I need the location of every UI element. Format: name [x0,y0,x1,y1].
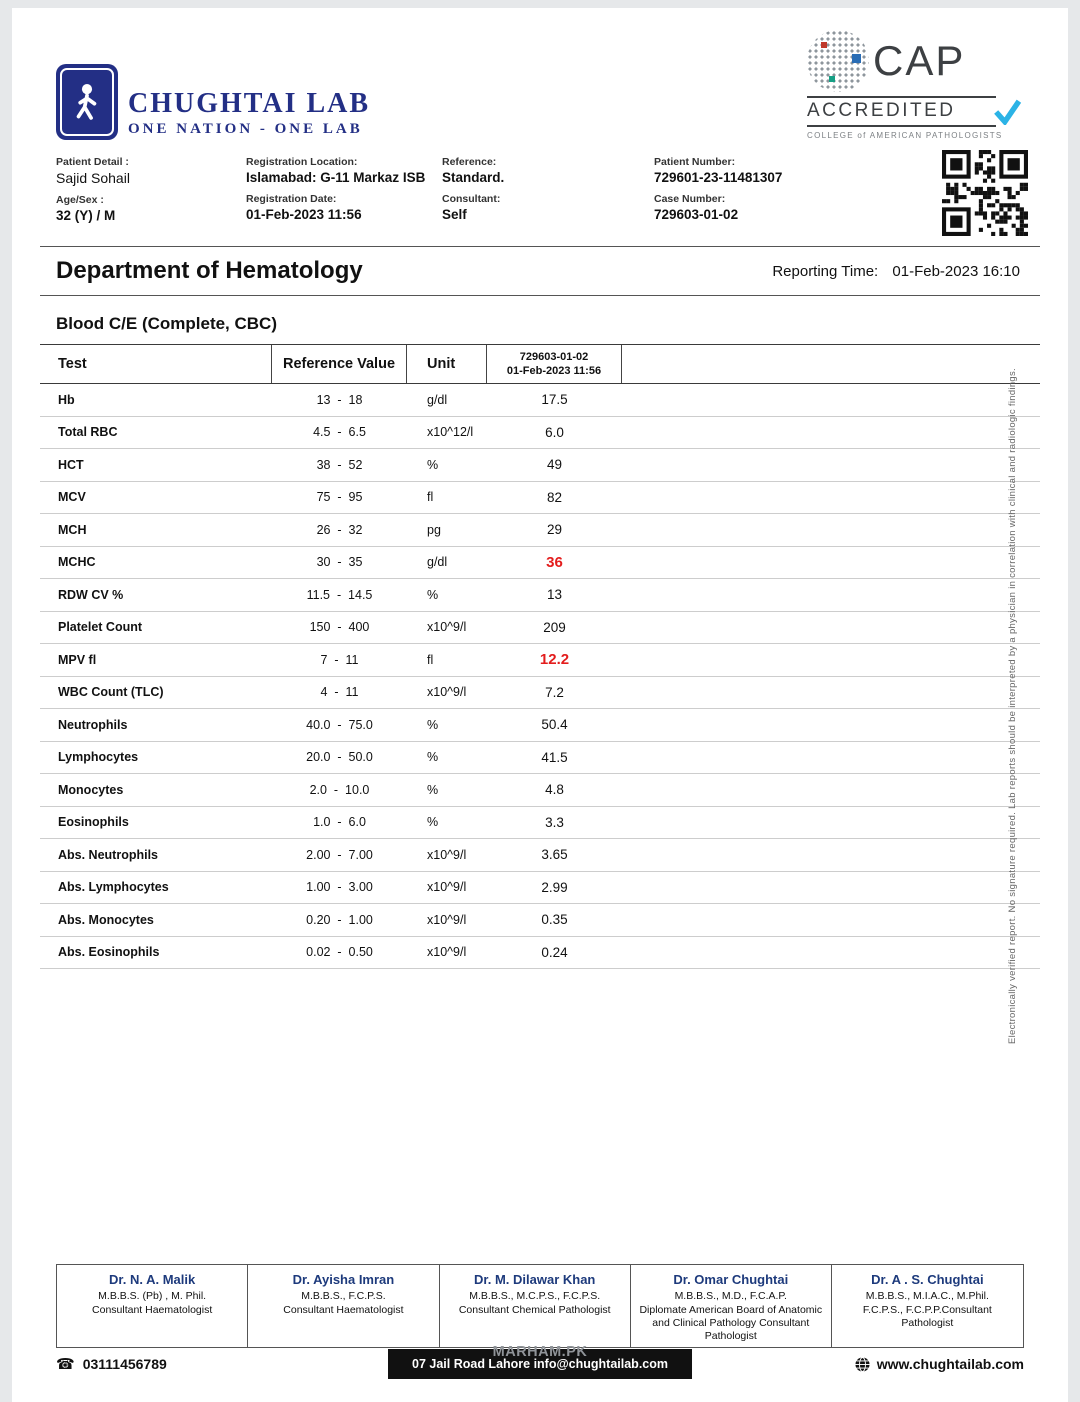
doctor-cell [832,1265,1023,1347]
results-header-row [40,344,1040,384]
reference-range: 13 - 18 [316,392,363,407]
department-band [40,246,1040,296]
doctor-name: Dr. Omar Chughtai [673,1271,789,1287]
reference-range: 30 - 35 [316,555,363,570]
doctor-cell [57,1265,248,1347]
cap-red-square [821,42,827,48]
header-filler [622,345,1040,383]
result-value: 29 [546,522,563,538]
table-row [40,904,1040,937]
unit-value: x10^12/l [427,425,474,440]
reference-value: Standard. [442,170,505,185]
result-value: 7.2 [545,684,564,700]
result-value: 0.35 [541,912,568,928]
doctor-name: Dr. Ayisha Imran [292,1271,395,1287]
test-name: Lymphocytes [58,750,139,765]
reporting-time-value: 01-Feb-2023 16:10 [892,262,1020,280]
unit-value: % [427,782,439,797]
patient-detail-label: Patient Detail : [56,156,129,168]
qr-code [942,150,1028,236]
reference-range: 75 - 95 [316,490,363,505]
table-row [40,417,1040,450]
result-value: 209 [543,619,566,635]
phone-block [56,1355,167,1373]
cap-top [807,30,965,92]
unit-value: % [427,717,439,732]
result-value: 0.24 [541,944,568,960]
address-strip: 07 Jail Road Lahore info@chughtailab.com [388,1349,692,1379]
unit-value: x10^9/l [427,912,467,927]
doctor-cell [248,1265,439,1347]
reference-range: 2.00 - 7.00 [306,847,373,862]
doctor-role: Consultant Haematologist [283,1303,404,1316]
table-row [40,839,1040,872]
unit-value: % [427,587,439,602]
column-header-result [487,345,622,383]
table-row [40,774,1040,807]
reference-range: 1.0 - 6.0 [313,815,366,830]
unit-value: x10^9/l [427,880,467,895]
test-name: Neutrophils [58,717,128,732]
column-header-unit: Unit [407,345,487,383]
table-row [40,644,1040,677]
test-name: Abs. Neutrophils [58,847,159,862]
test-name: MCHC [58,555,96,570]
doctor-cell [440,1265,631,1347]
brand-block [56,28,370,140]
electronic-verification-note: Electronically verified report. No signature required. Lab reports should be interpreted by a physician in correlation with clinical and radiologic findings. [1007,368,1018,1045]
reference-range: 150 - 400 [309,620,370,635]
registration-location-value: Islamabad: G-11 Markaz ISB [246,170,426,185]
table-row [40,612,1040,645]
test-name: Abs. Monocytes [58,912,154,927]
brand-tagline: ONE NATION - ONE LAB [128,121,363,137]
result-value: 12.2 [539,651,570,669]
blank-space [12,969,1068,1264]
result-value: 2.99 [541,879,568,895]
doctor-credentials: M.B.B.S., M.D., F.C.A.P. [674,1289,787,1302]
reference-range: 20.0 - 50.0 [306,750,373,765]
brand-name: CHUGHTAI LAB [128,88,371,119]
table-row [40,482,1040,515]
department-title: Department of Hematology [56,257,363,284]
patient-info-col3 [442,154,654,236]
marham-watermark: MARHAM.PK [492,1344,588,1360]
doctor-credentials: M.B.B.S., F.C.P.S. [301,1289,386,1302]
result-value: 49 [546,457,563,473]
unit-value: x10^9/l [427,945,467,960]
walking-person-icon [60,68,114,136]
result-value: 17.5 [541,392,568,408]
cap-accredited-text: ACCREDITED [807,96,996,127]
report-header [12,8,1068,140]
registration-date-value: 01-Feb-2023 11:56 [246,207,362,222]
unit-value: g/dl [427,555,448,570]
result-value: 50.4 [541,717,568,733]
reference-range: 40.0 - 75.0 [306,717,373,732]
bottom-bar [56,1344,1024,1380]
unit-value: fl [427,652,434,667]
cap-title: CAP [873,37,966,84]
unit-value: g/dl [427,392,448,407]
patient-name: Sajid Sohail [56,170,130,186]
table-row [40,807,1040,840]
test-name: Monocytes [58,782,124,797]
chughtai-lab-logo [56,64,118,140]
reference-range: 1.00 - 3.00 [306,880,373,895]
test-name: Abs. Eosinophils [58,945,160,960]
doctor-role: Consultant Chemical Pathologist [458,1303,611,1316]
table-row [40,579,1040,612]
reference-label: Reference: [442,156,497,168]
cap-blue-square [852,54,861,63]
patient-number-label: Patient Number: [654,156,736,168]
website-block [855,1356,1024,1372]
result-header-date: 01-Feb-2023 11:56 [506,365,602,377]
unit-value: % [427,815,439,830]
registration-location-label: Registration Location: [246,156,358,168]
unit-value: x10^9/l [427,620,467,635]
consultant-value: Self [442,207,467,222]
reference-range: 38 - 52 [316,457,363,472]
patient-info-col2 [246,154,442,236]
column-header-reference: Reference Value [272,345,407,383]
brand-text [128,88,370,140]
doctor-credentials: M.B.B.S. (Pb) , M. Phil. [98,1289,207,1302]
globe-icon [855,1357,870,1372]
test-name: RDW CV % [58,587,124,602]
result-value: 36 [546,553,563,571]
test-name: Total RBC [58,425,118,440]
reference-range: 7 - 11 [320,652,359,667]
age-sex-label: Age/Sex : [56,194,104,206]
results-body [40,384,1040,969]
results-table [40,344,1040,969]
doctor-role: Consultant Haematologist [92,1303,213,1316]
doctor-name: Dr. A . S. Chughtai [871,1271,984,1287]
patient-number-value: 729601-23-11481307 [654,170,783,185]
reference-range: 0.02 - 0.50 [306,945,373,960]
doctor-role: F.C.P.S., F.C.P.P.Consultant Pathologist [862,1303,992,1329]
result-value: 82 [546,489,563,505]
reference-range: 0.20 - 1.00 [306,912,373,927]
unit-value: pg [427,522,441,537]
result-header-case: 729603-01-02 [519,350,589,363]
result-value: 4.8 [545,782,564,798]
test-name: HCT [58,457,84,472]
patient-info [12,140,1068,236]
test-name: Abs. Lymphocytes [58,880,169,895]
reference-range: 11.5 - 14.5 [306,587,373,602]
doctor-credentials: M.B.B.S., M.I.A.C., M.Phil. [865,1289,989,1302]
report-title: Blood C/E (Complete, CBC) [56,314,277,333]
reference-range: 4 - 11 [320,685,359,700]
unit-value: x10^9/l [427,685,467,700]
unit-value: x10^9/l [427,847,467,862]
lab-report-page [12,8,1068,1402]
unit-value: % [427,750,439,765]
registration-date-label: Registration Date: [246,193,337,205]
result-value: 3.3 [545,814,564,830]
cap-halftone-icon [807,30,869,92]
table-row [40,709,1040,742]
cap-teal-square [829,76,835,82]
reference-range: 2.0 - 10.0 [309,782,370,797]
doctor-name: Dr. M. Dilawar Khan [474,1271,596,1287]
reference-range: 26 - 32 [316,522,363,537]
table-row [40,937,1040,970]
cap-accredited-row [807,96,1022,127]
doctor-role: Diplomate American Board of Anatomic and Clinical Pathology Consultant Pathologist [639,1303,823,1342]
result-value: 13 [546,587,563,603]
cap-accredited-logo [807,28,1022,140]
case-number-value: 729603-01-02 [654,207,739,222]
case-number-label: Case Number: [654,193,726,205]
test-name: MCV [58,490,86,505]
unit-value: fl [427,490,434,505]
reporting-time [772,263,1026,280]
patient-info-col1 [56,154,246,236]
result-value: 41.5 [541,749,568,765]
result-value: 3.65 [541,847,568,863]
test-name: Platelet Count [58,620,143,635]
table-row [40,742,1040,775]
consultant-label: Consultant: [442,193,501,205]
result-value: 6.0 [545,424,564,440]
column-header-test: Test [40,345,272,383]
doctor-name: Dr. N. A. Malik [109,1271,196,1287]
cap-college-text: COLLEGE of AMERICAN PATHOLOGISTS [807,131,1003,140]
test-name: Hb [58,392,75,407]
reporting-time-label: Reporting Time: [772,262,879,280]
table-row [40,677,1040,710]
test-name: Eosinophils [58,815,129,830]
phone-number: 03111456789 [82,1356,167,1372]
phone-icon: ☎ [56,1356,75,1373]
website-url: www.chughtailab.com [876,1356,1024,1372]
doctor-cell [631,1265,832,1347]
test-name: MCH [58,522,87,537]
table-row [40,384,1040,417]
test-name: WBC Count (TLC) [58,685,164,700]
table-row [40,872,1040,905]
table-row [40,449,1040,482]
doctor-credentials: M.B.B.S., M.C.P.S., F.C.P.S. [469,1289,601,1302]
unit-value: % [427,457,439,472]
test-name: MPV fl [58,652,97,667]
age-sex-value: 32 (Y) / M [56,208,116,223]
patient-info-col4 [654,154,942,236]
table-row [40,547,1040,580]
table-row [40,514,1040,547]
doctors-row [56,1264,1024,1348]
reference-range: 4.5 - 6.5 [313,425,366,440]
checkmark-icon [992,99,1022,125]
